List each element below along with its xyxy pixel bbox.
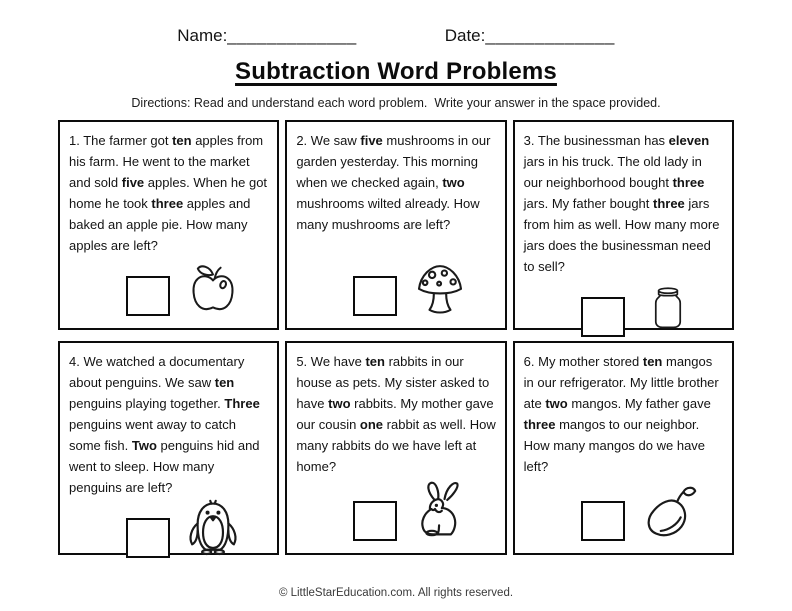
name-date-row	[0, 0, 792, 46]
date-field-label: Date:	[444, 26, 486, 45]
page-title: Subtraction Word Problems	[235, 58, 557, 85]
copyright-text: © LittleStarEducation.com. All rights reserved.	[278, 587, 514, 599]
answer-box-6[interactable]	[581, 501, 625, 541]
apple-icon	[184, 256, 242, 316]
problem-text-3: 3. The businessman has eleven jars in his truck. The old lady in our neighborhood bought three jars. My father bought three jars from him as well. How many more jars does the businessman need to sell?	[523, 133, 720, 274]
problem-card-1	[58, 120, 279, 330]
answer-box-1[interactable]	[126, 276, 170, 316]
problem-text-4: 4. We watched a documentary about penguins. We saw ten penguins playing together. Three penguins went away to catch some fish. Two penguins hid and went to sleep. How many penguins are left?	[69, 354, 260, 495]
problem-card-2	[285, 120, 506, 330]
name-blank-line[interactable]: _____________	[227, 26, 357, 45]
answer-box-4[interactable]	[126, 518, 170, 558]
answer-row-2	[296, 256, 496, 316]
problem-text-2: 2. We saw five mushrooms in our garden yesterday. This morning when we checked again, two mushrooms wilted already. How many mushrooms are left?	[296, 133, 491, 232]
answer-box-5[interactable]	[353, 501, 397, 541]
mushroom-icon	[411, 256, 469, 316]
name-field	[177, 26, 357, 46]
date-field	[445, 26, 615, 46]
answer-row-5	[296, 481, 496, 541]
answer-box-3[interactable]	[581, 297, 625, 337]
problem-card-6	[513, 341, 734, 555]
mango-icon	[639, 481, 697, 541]
problem-text-6: 6. My mother stored ten mangos in our refrigerator. My little brother ate two mangos. My father gave three mangos to our neighbor. How many mangos do we have left?	[523, 354, 719, 474]
date-blank-line[interactable]: _____________	[485, 26, 615, 45]
jar-icon	[639, 277, 697, 337]
problems-grid	[58, 120, 734, 555]
penguin-icon	[184, 498, 242, 558]
answer-row-1	[69, 256, 269, 316]
answer-box-2[interactable]	[353, 276, 397, 316]
answer-row-3	[524, 277, 724, 337]
problem-text-5: 5. We have ten rabbits in our house as pets. My sister asked to have two rabbits. My mother gave our cousin one rabbit as well. How many rabbits do we have left at home?	[296, 354, 496, 474]
directions-text: Directions: Read and understand each word problem. Write your answer in the space provided.	[131, 96, 661, 110]
answer-row-6	[524, 481, 724, 541]
name-field-label: Name:	[177, 26, 228, 45]
problem-text-1: 1. The farmer got ten apples from his farm. He went to the market and sold five apples. When he got home he took three apples and baked an apple pie. How many apples are left?	[69, 133, 268, 253]
rabbit-icon	[411, 481, 469, 541]
problem-card-3	[513, 120, 734, 330]
problem-card-4	[58, 341, 279, 555]
problem-card-5	[285, 341, 506, 555]
answer-row-4	[69, 498, 269, 558]
